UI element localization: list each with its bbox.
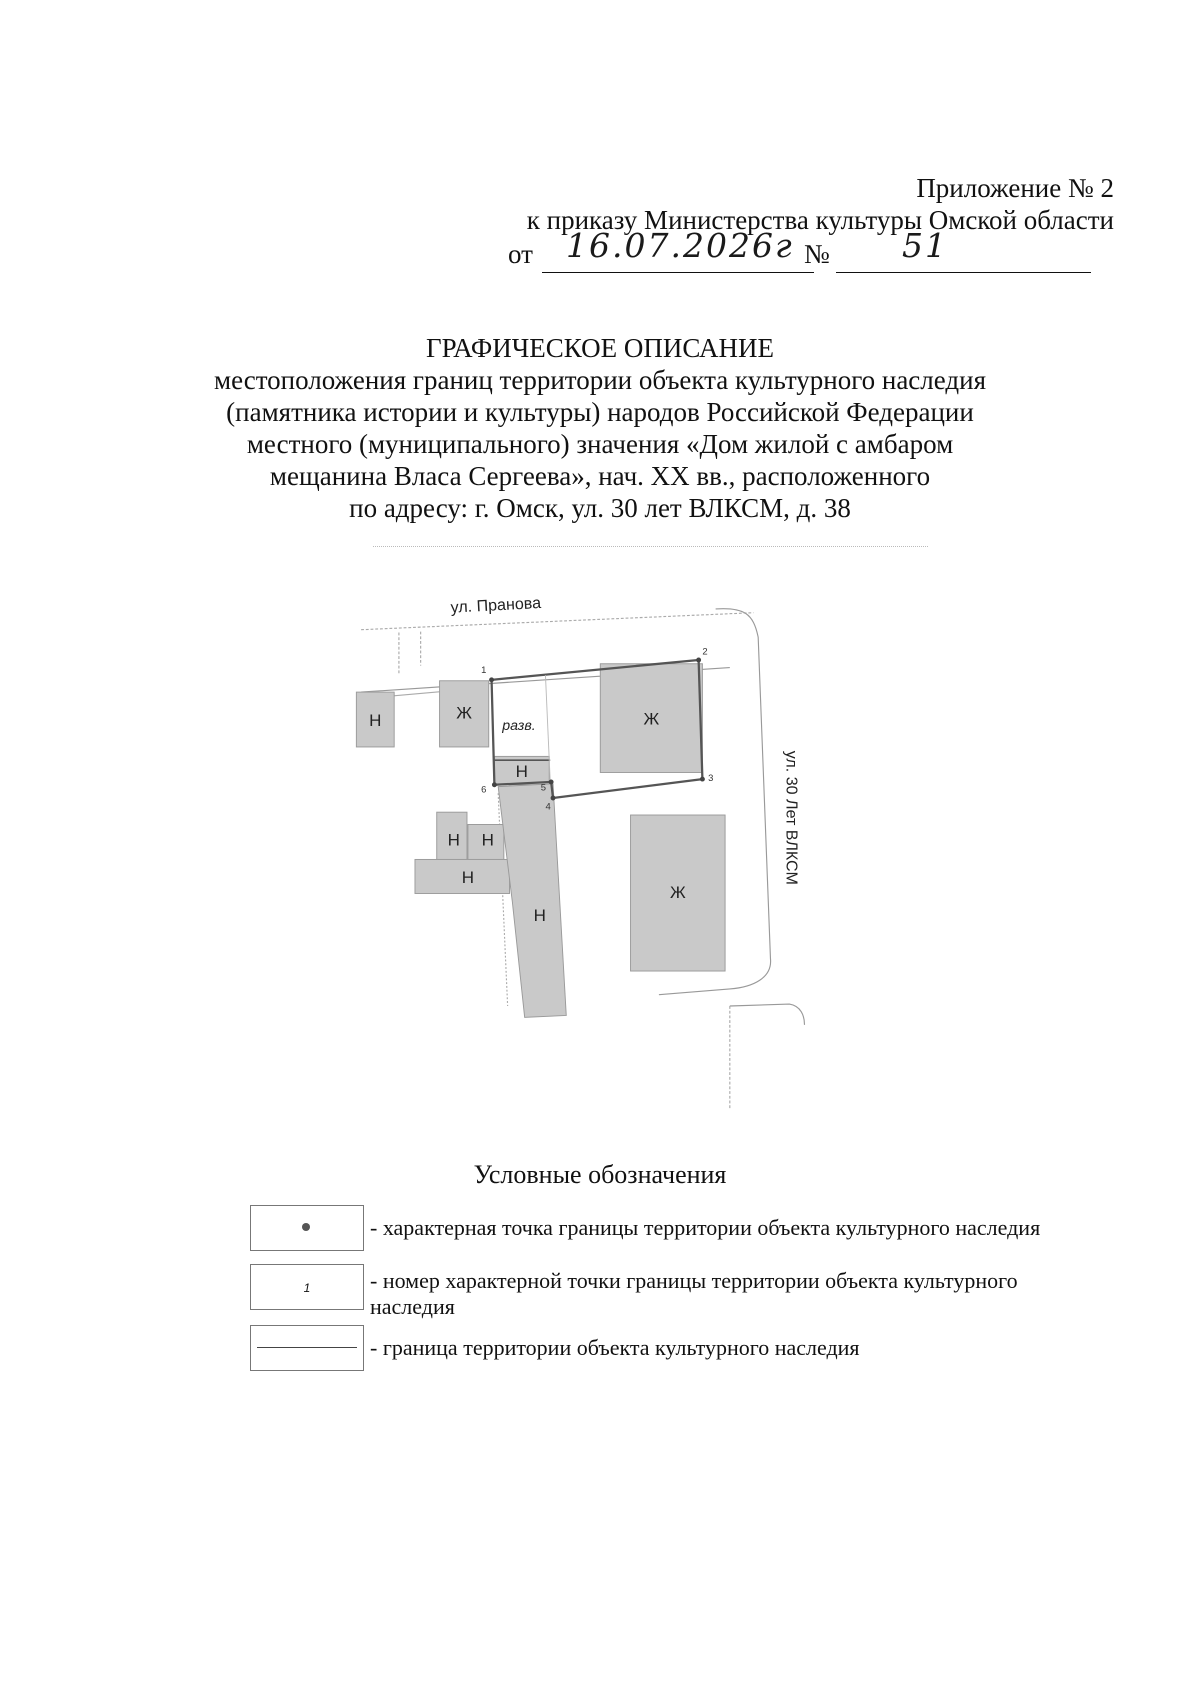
- legend-sample-box: [250, 1264, 364, 1310]
- date-underline: [542, 272, 814, 273]
- label-razv: разв.: [502, 717, 536, 734]
- buildings: [356, 664, 725, 1018]
- boundary-point-4: [551, 796, 556, 801]
- street-name-top: ул. Пранова: [450, 593, 542, 617]
- boundary-point-3: [700, 777, 705, 782]
- street-name-right: ул. 30 Лет ВЛКСМ: [782, 750, 801, 885]
- label-n5: Н: [461, 868, 475, 888]
- legend-text: - номер характерной точки границы территории объекта культурного наследия: [370, 1268, 1018, 1319]
- title-line: местоположения границ территории объекта культурного наследия: [213, 365, 986, 395]
- point-number-sample: 1: [303, 1281, 311, 1295]
- label-zh1: Ж: [456, 703, 472, 723]
- label-n6: Н: [533, 905, 546, 925]
- order-reference: к приказу Министерства культуры Омской области: [526, 205, 1114, 235]
- point-number-5: 5: [540, 782, 546, 794]
- appendix-header: [504, 172, 1114, 276]
- label-zh3: Ж: [669, 883, 686, 903]
- label-n4: Н: [481, 830, 494, 850]
- boundary-point-6: [492, 782, 497, 787]
- title-line: местного (муниципального) значения «Дом жилой с амбаром: [246, 429, 954, 459]
- legend-sample-box: [250, 1205, 364, 1251]
- point-number-3: 3: [708, 772, 714, 784]
- label-n2: Н: [515, 762, 528, 782]
- point-marker-icon: [302, 1223, 310, 1231]
- separator-line: [373, 546, 928, 547]
- label-zh2: Ж: [643, 709, 660, 729]
- number-underline: [836, 272, 1091, 273]
- site-plan-map: [340, 590, 940, 1110]
- title-heading: ГРАФИЧЕСКОЕ ОПИСАНИЕ: [425, 333, 775, 363]
- order-date-number-row: [504, 226, 1114, 276]
- point-number-2: 2: [702, 646, 708, 658]
- title-line: по адресу: г. Омск, ул. 30 лет ВЛКСМ, д. 38: [349, 493, 851, 523]
- document-title: [0, 332, 1200, 524]
- number-label: №: [804, 239, 830, 269]
- legend-sample-box: [250, 1325, 364, 1371]
- legend-text: - характерная точка границы территории объекта культурного наследия: [370, 1215, 1041, 1240]
- point-number-4: 4: [545, 801, 551, 813]
- label-n1: Н: [369, 711, 382, 731]
- from-label: от: [508, 239, 533, 269]
- legend-title: Условные обозначения: [473, 1160, 727, 1189]
- title-line: мещанина Власа Сергеева», нач. XX вв., расположенного: [269, 461, 931, 491]
- label-n3: Н: [447, 830, 460, 850]
- point-number-6: 6: [481, 784, 487, 796]
- legend-text: - граница территории объекта культурного наследия: [370, 1335, 860, 1360]
- handwritten-date: 16.07.2026г: [566, 226, 794, 265]
- point-number-1: 1: [481, 665, 487, 677]
- appendix-number: Приложение № 2: [916, 173, 1114, 203]
- title-line: (памятника истории и культуры) народов Российской Федерации: [226, 397, 974, 427]
- building-n6: [498, 784, 566, 1018]
- boundary-point-2: [696, 658, 701, 663]
- boundary-point-5: [549, 779, 554, 784]
- boundary-line-sample: [257, 1347, 357, 1348]
- handwritten-number: 51: [902, 226, 948, 265]
- boundary-point-1: [489, 677, 494, 682]
